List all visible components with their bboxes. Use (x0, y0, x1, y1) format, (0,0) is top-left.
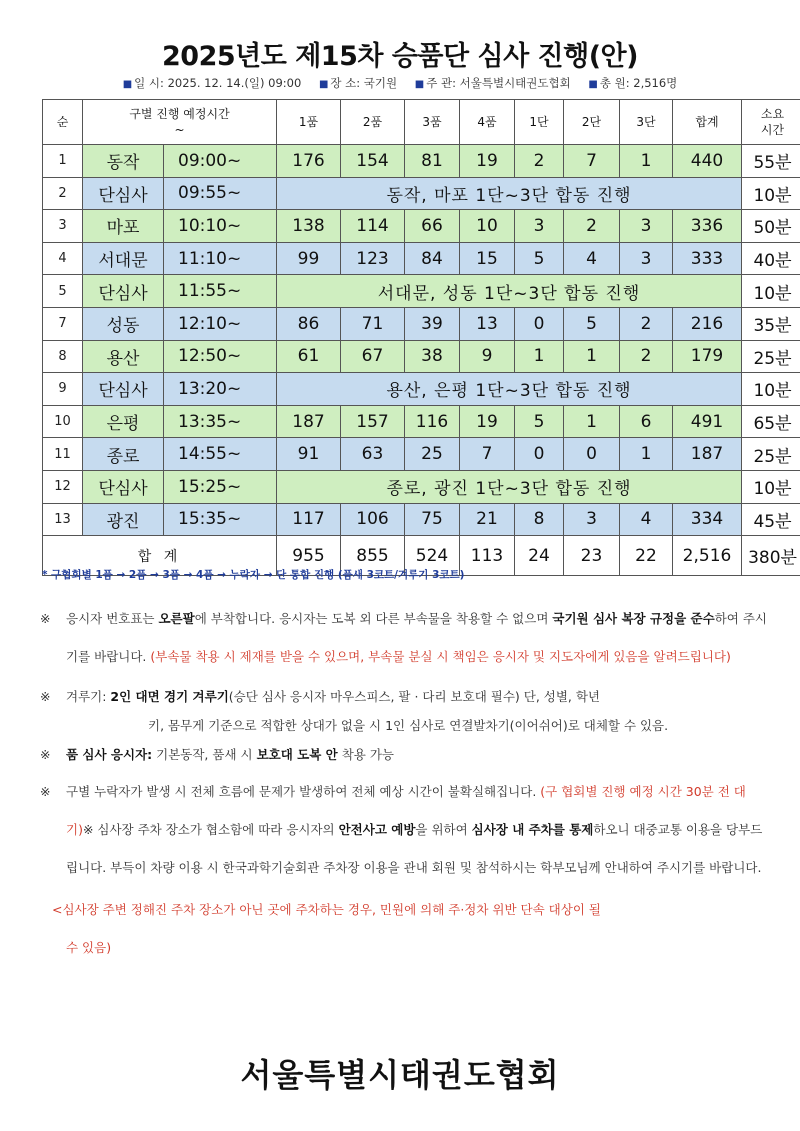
row-number: 2 (43, 177, 83, 210)
row-p3: 38 (405, 340, 460, 373)
row-p1: 138 (277, 210, 341, 243)
totals-d3: 22 (620, 536, 673, 576)
notes-section (40, 600, 770, 967)
row-p1: 117 (277, 503, 341, 536)
row-total: 334 (673, 503, 742, 536)
row-p2: 114 (341, 210, 405, 243)
row-joint-note: 서대문, 성동 1단~3단 합동 진행 (277, 275, 742, 308)
row-time: 13:20~ (164, 373, 277, 406)
row-p2: 157 (341, 405, 405, 438)
totals-d1: 24 (515, 536, 564, 576)
row-d3: 1 (620, 145, 673, 178)
table-row (43, 307, 800, 340)
row-duration: 35분 (742, 307, 800, 340)
note-parking: ※ 구별 누락자가 발생 시 전체 흐름에 문제가 발생하여 전체 예상 시간이 불확실해집니다. (구 협회별 진행 예정 시간 30분 전 대기)※ 심사장 주차 장소가 협소함에 따라 응시자의 안전사고 예방을 위하여 심사장 내 주차를 통제하오니 대중교통 이용을 당부드립니다. 부득이 차량 이용 시 한국과학기술회관 주차장 이용을 관내 회원 및 참석하시는 학부모님께 안내하여 주시기를 바랍니다. (40, 784, 763, 875)
totals-p3: 524 (405, 536, 460, 576)
row-d2: 1 (564, 405, 620, 438)
row-d3: 3 (620, 210, 673, 243)
row-joint-note: 종로, 광진 1단~3단 합동 진행 (277, 470, 742, 503)
page-title: 2025년도 제15차 승품단 심사 진행(안) (162, 41, 638, 72)
row-p4: 13 (460, 307, 515, 340)
table-row (43, 373, 800, 406)
row-d3: 3 (620, 242, 673, 275)
schedule-table (42, 99, 800, 576)
row-district: 단심사 (83, 177, 164, 210)
row-p4: 15 (460, 242, 515, 275)
row-district: 은평 (83, 405, 164, 438)
row-p3: 116 (405, 405, 460, 438)
header-p2: 2품 (341, 100, 405, 145)
row-p1: 99 (277, 242, 341, 275)
row-d3: 2 (620, 340, 673, 373)
row-time: 14:55~ (164, 438, 277, 471)
row-time: 12:10~ (164, 307, 277, 340)
row-d2: 5 (564, 307, 620, 340)
row-d1: 1 (515, 340, 564, 373)
row-duration: 65분 (742, 405, 800, 438)
table-row (43, 210, 800, 243)
header-d2: 2단 (564, 100, 620, 145)
header-total: 합계 (673, 100, 742, 145)
row-p4: 19 (460, 405, 515, 438)
row-p1: 91 (277, 438, 341, 471)
table-row (43, 275, 800, 308)
row-number: 9 (43, 373, 83, 406)
row-d1: 5 (515, 242, 564, 275)
row-time: 12:50~ (164, 340, 277, 373)
row-p4: 7 (460, 438, 515, 471)
row-p1: 61 (277, 340, 341, 373)
row-d1: 0 (515, 307, 564, 340)
row-p2: 106 (341, 503, 405, 536)
row-d3: 4 (620, 503, 673, 536)
row-district: 용산 (83, 340, 164, 373)
row-number: 4 (43, 242, 83, 275)
row-duration: 10분 (742, 275, 800, 308)
row-p3: 39 (405, 307, 460, 340)
row-p2: 63 (341, 438, 405, 471)
row-number: 1 (43, 145, 83, 178)
header-district-time: 구별 진행 예정시간 ~ (83, 100, 277, 145)
totals-p2: 855 (341, 536, 405, 576)
info-organizer: ■ 주 관: 서울특별시태권도협회 (414, 76, 571, 90)
row-p3: 81 (405, 145, 460, 178)
row-district: 종로 (83, 438, 164, 471)
row-d1: 5 (515, 405, 564, 438)
row-district: 성동 (83, 307, 164, 340)
row-p1: 176 (277, 145, 341, 178)
bullet-square-icon: ■ (318, 79, 329, 90)
row-p2: 154 (341, 145, 405, 178)
row-time: 09:55~ (164, 177, 277, 210)
row-district: 마포 (83, 210, 164, 243)
row-duration: 25분 (742, 340, 800, 373)
row-number: 10 (43, 405, 83, 438)
header-p4: 4품 (460, 100, 515, 145)
totals-p1: 955 (277, 536, 341, 576)
row-number: 12 (43, 470, 83, 503)
row-p3: 75 (405, 503, 460, 536)
row-p4: 19 (460, 145, 515, 178)
row-district: 서대문 (83, 242, 164, 275)
table-row (43, 242, 800, 275)
row-duration: 10분 (742, 177, 800, 210)
row-time: 11:55~ (164, 275, 277, 308)
row-duration: 25분 (742, 438, 800, 471)
row-p3: 25 (405, 438, 460, 471)
row-district: 광진 (83, 503, 164, 536)
table-row (43, 470, 800, 503)
row-total: 187 (673, 438, 742, 471)
row-joint-note: 용산, 은평 1단~3단 합동 진행 (277, 373, 742, 406)
row-time: 11:10~ (164, 242, 277, 275)
row-p4: 10 (460, 210, 515, 243)
table-row (43, 145, 800, 178)
bullet-square-icon: ■ (122, 79, 133, 90)
bullet-square-icon: ■ (414, 79, 425, 90)
row-district: 단심사 (83, 373, 164, 406)
info-venue: ■ 장 소: 국기원 (318, 76, 398, 90)
table-row (43, 438, 800, 471)
row-time: 15:25~ (164, 470, 277, 503)
table-row (43, 340, 800, 373)
row-number: 11 (43, 438, 83, 471)
totals-p4: 113 (460, 536, 515, 576)
row-p4: 21 (460, 503, 515, 536)
note-parking-warning: <심사장 주변 정해진 주차 장소가 아닌 곳에 주차하는 경우, 민원에 의해 주·정차 위반 단속 대상이 될 수 있음) (52, 902, 601, 955)
row-p2: 71 (341, 307, 405, 340)
info-datetime: ■ 일 시: 2025. 12. 14.(일) 09:00 (122, 76, 302, 90)
header-p3: 3품 (405, 100, 460, 145)
row-duration: 10분 (742, 470, 800, 503)
row-time: 09:00~ (164, 145, 277, 178)
row-d1: 2 (515, 145, 564, 178)
row-total: 216 (673, 307, 742, 340)
row-d2: 7 (564, 145, 620, 178)
row-p3: 66 (405, 210, 460, 243)
totals-d2: 23 (564, 536, 620, 576)
row-p3: 84 (405, 242, 460, 275)
table-row (43, 503, 800, 536)
row-d2: 4 (564, 242, 620, 275)
row-joint-note: 동작, 마포 1단~3단 합동 진행 (277, 177, 742, 210)
row-number: 13 (43, 503, 83, 536)
row-total: 179 (673, 340, 742, 373)
row-time: 15:35~ (164, 503, 277, 536)
footer-organization: 서울특별시태권도협회 (240, 1056, 560, 1094)
row-total: 333 (673, 242, 742, 275)
row-p1: 187 (277, 405, 341, 438)
row-number: 7 (43, 307, 83, 340)
header-p1: 1품 (277, 100, 341, 145)
row-p1: 86 (277, 307, 341, 340)
row-duration: 50분 (742, 210, 800, 243)
event-info (0, 75, 800, 91)
row-p2: 67 (341, 340, 405, 373)
row-d1: 0 (515, 438, 564, 471)
row-total: 336 (673, 210, 742, 243)
note-sparring: ※ 겨루기: 2인 대면 경기 겨루기(승단 심사 응시자 마우스피스, 팔 · 다리 보호대 필수) 단, 성별, 학년 키, 몸무게 기준으로 적합한 상대가 없을 시 1인 심사로 연결발차기(이어쉬어)로 대체할 수 있음. (40, 689, 669, 733)
row-time: 13:35~ (164, 405, 277, 438)
row-duration: 55분 (742, 145, 800, 178)
totals-label: 합 계 (43, 536, 277, 576)
row-p4: 9 (460, 340, 515, 373)
header-d3: 3단 (620, 100, 673, 145)
row-d2: 1 (564, 340, 620, 373)
row-district: 동작 (83, 145, 164, 178)
row-number: 3 (43, 210, 83, 243)
row-d2: 2 (564, 210, 620, 243)
table-row (43, 405, 800, 438)
row-duration: 10분 (742, 373, 800, 406)
info-total: ■ 총 원: 2,516명 (588, 76, 678, 90)
row-d1: 3 (515, 210, 564, 243)
totals-total: 2,516 (673, 536, 742, 576)
row-total: 440 (673, 145, 742, 178)
table-row (43, 177, 800, 210)
row-d3: 6 (620, 405, 673, 438)
row-district: 단심사 (83, 275, 164, 308)
note-poom: ※ 품 심사 응시자: 기본동작, 품새 시 보호대 도복 안 착용 가능 (40, 747, 394, 762)
row-district: 단심사 (83, 470, 164, 503)
table-header-row (43, 100, 800, 145)
totals-duration: 380분 (742, 536, 800, 576)
row-total: 491 (673, 405, 742, 438)
row-time: 10:10~ (164, 210, 277, 243)
row-number: 8 (43, 340, 83, 373)
header-d1: 1단 (515, 100, 564, 145)
row-d1: 8 (515, 503, 564, 536)
row-number: 5 (43, 275, 83, 308)
bullet-square-icon: ■ (588, 79, 598, 90)
row-d3: 2 (620, 307, 673, 340)
header-duration: 소요 시간 (742, 100, 800, 145)
header-order: 순 (43, 100, 83, 145)
row-d2: 3 (564, 503, 620, 536)
row-duration: 45분 (742, 503, 800, 536)
row-d3: 1 (620, 438, 673, 471)
row-duration: 40분 (742, 242, 800, 275)
note-bib: ※ 응시자 번호표는 오른팔에 부착합니다. 응시자는 도복 외 다른 부속물을 착용할 수 없으며 국기원 심사 복장 규정을 준수하여 주시기를 바랍니다. (부속물 착용 시 제재를 받을 수 있으며, 부속물 분실 시 책임은 응시자 및 지도자에게 있음을 알려드립니다) (40, 611, 767, 664)
row-p2: 123 (341, 242, 405, 275)
row-d2: 0 (564, 438, 620, 471)
flow-note: * 구협회별 1품 → 2품 → 3품 → 4품 → 누락자 → 단 통합 진행 (품새 3코트/겨루기 3코트) (42, 569, 465, 581)
